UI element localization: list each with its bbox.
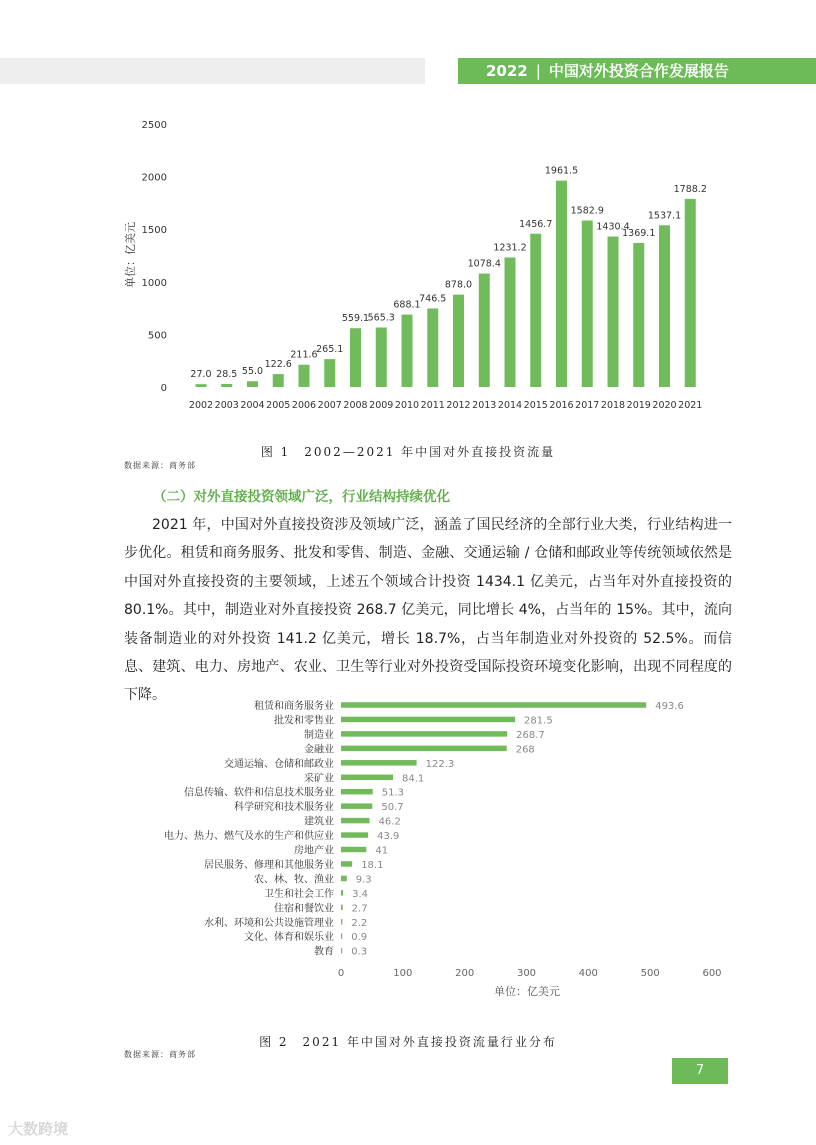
industry-value-label: 281.5 (524, 715, 553, 727)
y-tick-label: 500 (147, 330, 167, 342)
x-tick-label-2020: 2020 (652, 400, 677, 411)
industry-bar (341, 861, 352, 867)
industry-value-label: 268 (515, 744, 535, 756)
x-tick-label-2018: 2018 (600, 400, 626, 411)
x-tick-label-2017: 2017 (575, 400, 600, 411)
industry-bar (341, 905, 343, 911)
bar-2010 (402, 315, 413, 387)
industry-value-label: 0.3 (351, 946, 368, 958)
category-label: 采矿业 (304, 773, 334, 785)
data-label-2008: 559.1 (341, 313, 370, 325)
chart-2002-2021-fdi-flow (0, 0, 816, 440)
bar-2012 (453, 295, 464, 387)
y-tick-label: 1500 (141, 225, 167, 237)
industry-bar (341, 876, 347, 882)
x-tick-label-2021: 2021 (678, 400, 703, 411)
category-label: 信息传输、软件和信息技术服务业 (184, 787, 334, 799)
figure-1-caption: 图 1 2002—2021 年中国对外直接投资流量 (260, 445, 556, 459)
bar-2016 (556, 181, 567, 387)
industry-bar (341, 818, 370, 824)
chart-2021-fdi-by-industry (0, 690, 816, 1010)
industry-value-label: 3.4 (352, 888, 369, 900)
data-label-2011: 746.5 (419, 293, 447, 305)
industry-bar (341, 919, 342, 925)
x-tick-label-2005: 2005 (266, 400, 291, 411)
watermark-logo: 大数跨境 (8, 1120, 69, 1138)
data-label-2021: 1788.2 (673, 183, 707, 195)
industry-value-label: 0.9 (351, 932, 368, 944)
category-label: 科学研究和技术服务业 (234, 802, 334, 814)
y-tick-label: 0 (160, 383, 167, 394)
industry-bar (341, 702, 646, 708)
bar-2007 (324, 359, 335, 387)
section-heading: （二）对外直接投资领域广泛，行业结构持续优化 (153, 489, 450, 505)
category-label: 建筑业 (304, 816, 334, 828)
bar-2015 (530, 234, 541, 387)
bar-2011 (427, 308, 438, 387)
data-label-2009: 565.3 (367, 312, 395, 324)
y-tick-label: 2500 (141, 120, 167, 131)
industry-bar (341, 775, 393, 781)
x-tick-label-2002: 2002 (188, 400, 214, 411)
category-label: 制造业 (304, 729, 334, 741)
category-label: 农、林、牧、渔业 (254, 874, 334, 886)
x-tick-label-2007: 2007 (317, 400, 342, 411)
bar-2020 (659, 225, 670, 387)
data-label-2017: 1582.9 (570, 205, 604, 217)
data-label-2002: 27.0 (190, 369, 212, 381)
x-tick-label: 100 (393, 968, 413, 979)
x-tick-label: 0 (337, 968, 345, 979)
bar-2003 (221, 384, 232, 387)
industry-bar (341, 746, 507, 752)
x-tick-label: 500 (640, 968, 660, 979)
industry-value-label: 50.7 (381, 802, 404, 814)
y-tick-label: 2000 (141, 172, 167, 184)
bar-2005 (273, 374, 284, 387)
data-label-2006: 211.6 (290, 349, 318, 361)
bar-2018 (608, 237, 619, 387)
bar-2021 (685, 199, 696, 387)
x-tick-label-2011: 2011 (420, 400, 445, 411)
industry-value-label: 51.3 (381, 787, 404, 799)
industry-value-label: 84.1 (402, 773, 425, 785)
category-label: 水利、环境和公共设施管理业 (204, 917, 334, 929)
x-tick-label: 200 (455, 968, 475, 979)
industry-bar (341, 890, 343, 896)
y-tick-label: 1000 (141, 277, 167, 289)
data-label-2016: 1961.5 (544, 165, 579, 177)
data-label-2015: 1456.7 (519, 218, 553, 230)
y-axis-label: 单位：亿美元 (124, 222, 137, 288)
x-tick-label-2008: 2008 (343, 400, 368, 411)
header-separator: | (535, 62, 541, 80)
category-label: 租赁和商务服务业 (254, 701, 334, 712)
bar-2009 (376, 328, 387, 387)
industry-value-label: 46.2 (378, 816, 401, 828)
industry-bar (341, 789, 373, 795)
x-tick-label-2019: 2019 (626, 400, 651, 411)
industry-value-label: 122.3 (425, 758, 455, 770)
x-tick-label-2009: 2009 (369, 400, 394, 411)
category-label: 交通运输、仓储和邮政业 (224, 758, 334, 770)
bar-2013 (479, 274, 490, 387)
bar-2002 (196, 384, 207, 387)
x-axis-label: 单位：亿美元 (494, 985, 560, 998)
data-label-2019: 1369.1 (622, 227, 656, 239)
header-title: 中国对外投资合作发展报告 (548, 62, 729, 80)
category-label: 电力、热力、燃气及水的生产和供应业 (164, 831, 334, 843)
x-tick-label: 300 (516, 968, 537, 979)
industry-value-label: 2.7 (351, 903, 368, 915)
x-tick-label-2013: 2013 (472, 400, 497, 411)
data-label-2005: 122.6 (264, 359, 292, 371)
industry-bar (341, 731, 507, 737)
figure-1-source: 数据来源：商务部 (124, 461, 196, 470)
bar-2004 (247, 381, 258, 387)
x-tick-label-2012: 2012 (446, 400, 471, 411)
bar-2019 (633, 243, 644, 387)
data-label-2020: 1537.1 (647, 210, 682, 222)
category-label: 住宿和餐饮业 (274, 903, 334, 915)
industry-bar (341, 803, 372, 809)
page-number: 7 (672, 1058, 728, 1084)
category-label: 房地产业 (294, 845, 334, 857)
category-label: 卫生和社会工作 (264, 888, 334, 900)
x-tick-label-2004: 2004 (240, 400, 265, 411)
bar-2006 (299, 365, 310, 387)
data-label-2012: 878.0 (444, 279, 473, 291)
industry-value-label: 43.9 (377, 831, 400, 843)
data-label-2003: 28.5 (216, 369, 238, 381)
category-label: 居民服务、修理和其他服务业 (204, 859, 334, 871)
industry-value-label: 9.3 (355, 874, 372, 886)
industry-value-label: 41 (375, 845, 389, 857)
figure-2-source: 数据来源：商务部 (124, 1050, 196, 1059)
industry-bar (341, 717, 515, 723)
category-label: 金融业 (304, 744, 334, 756)
industry-bar (341, 760, 417, 766)
industry-value-label: 18.1 (361, 859, 384, 871)
industry-bar (341, 933, 342, 939)
x-tick-label-2006: 2006 (291, 400, 317, 411)
industry-bar (341, 948, 342, 954)
industry-bar (341, 847, 366, 853)
data-label-2014: 1231.2 (493, 242, 527, 254)
category-label: 文化、体育和娱乐业 (244, 932, 334, 944)
industry-bar (341, 832, 368, 838)
industry-value-label: 268.7 (516, 729, 545, 741)
data-label-2004: 55.0 (241, 366, 264, 378)
bar-2017 (582, 220, 593, 387)
x-tick-label-2016: 2016 (549, 400, 574, 411)
data-label-2010: 688.1 (393, 299, 421, 311)
x-tick-label-2003: 2003 (214, 400, 239, 411)
x-tick-label-2010: 2010 (394, 400, 420, 411)
industry-value-label: 493.6 (655, 701, 684, 712)
x-tick-label-2015: 2015 (523, 400, 548, 411)
data-label-2013: 1078.4 (467, 258, 501, 270)
bar-2008 (350, 328, 361, 387)
data-label-2007: 265.1 (316, 344, 344, 356)
category-label: 教育 (314, 946, 334, 958)
bar-2014 (505, 257, 516, 387)
category-label: 批发和零售业 (274, 715, 334, 727)
data-label-2018: 1430.4 (596, 221, 630, 233)
body-paragraph: 2021 年，中国对外直接投资涉及领域广泛，涵盖了国民经济的全部行业大类，行业结构进一步优化。租赁和商务服务、批发和零售、制造、金融、交通运输 / 仓储和邮政业等传统领域依然是中国对外直接投资的主要领域，上述五个领域合计投资 1434.1 亿美元，占当年对外直接投资的 80.1%。其中，制造业对外直接投资 268.7 亿美元，同比增长 4%，占当年的 15%。其中，流向装备制造业的对外投资 141.2 亿美元，增长 18.7%，占当年制造业对外投资的 52.5%。而信息、建筑、电力、房地产、农业、卫生等行业对外投资受国际投资环境变化影响，出现不同程度的下降。 (124, 517, 732, 704)
x-tick-label: 400 (578, 968, 598, 979)
header-year: 2022 (486, 62, 528, 80)
figure-2-caption: 图 2 2021 年中国对外直接投资流量行业分布 (259, 1035, 557, 1049)
industry-value-label: 2.2 (351, 917, 368, 929)
x-tick-label: 600 (702, 968, 722, 979)
x-tick-label-2014: 2014 (497, 400, 523, 411)
